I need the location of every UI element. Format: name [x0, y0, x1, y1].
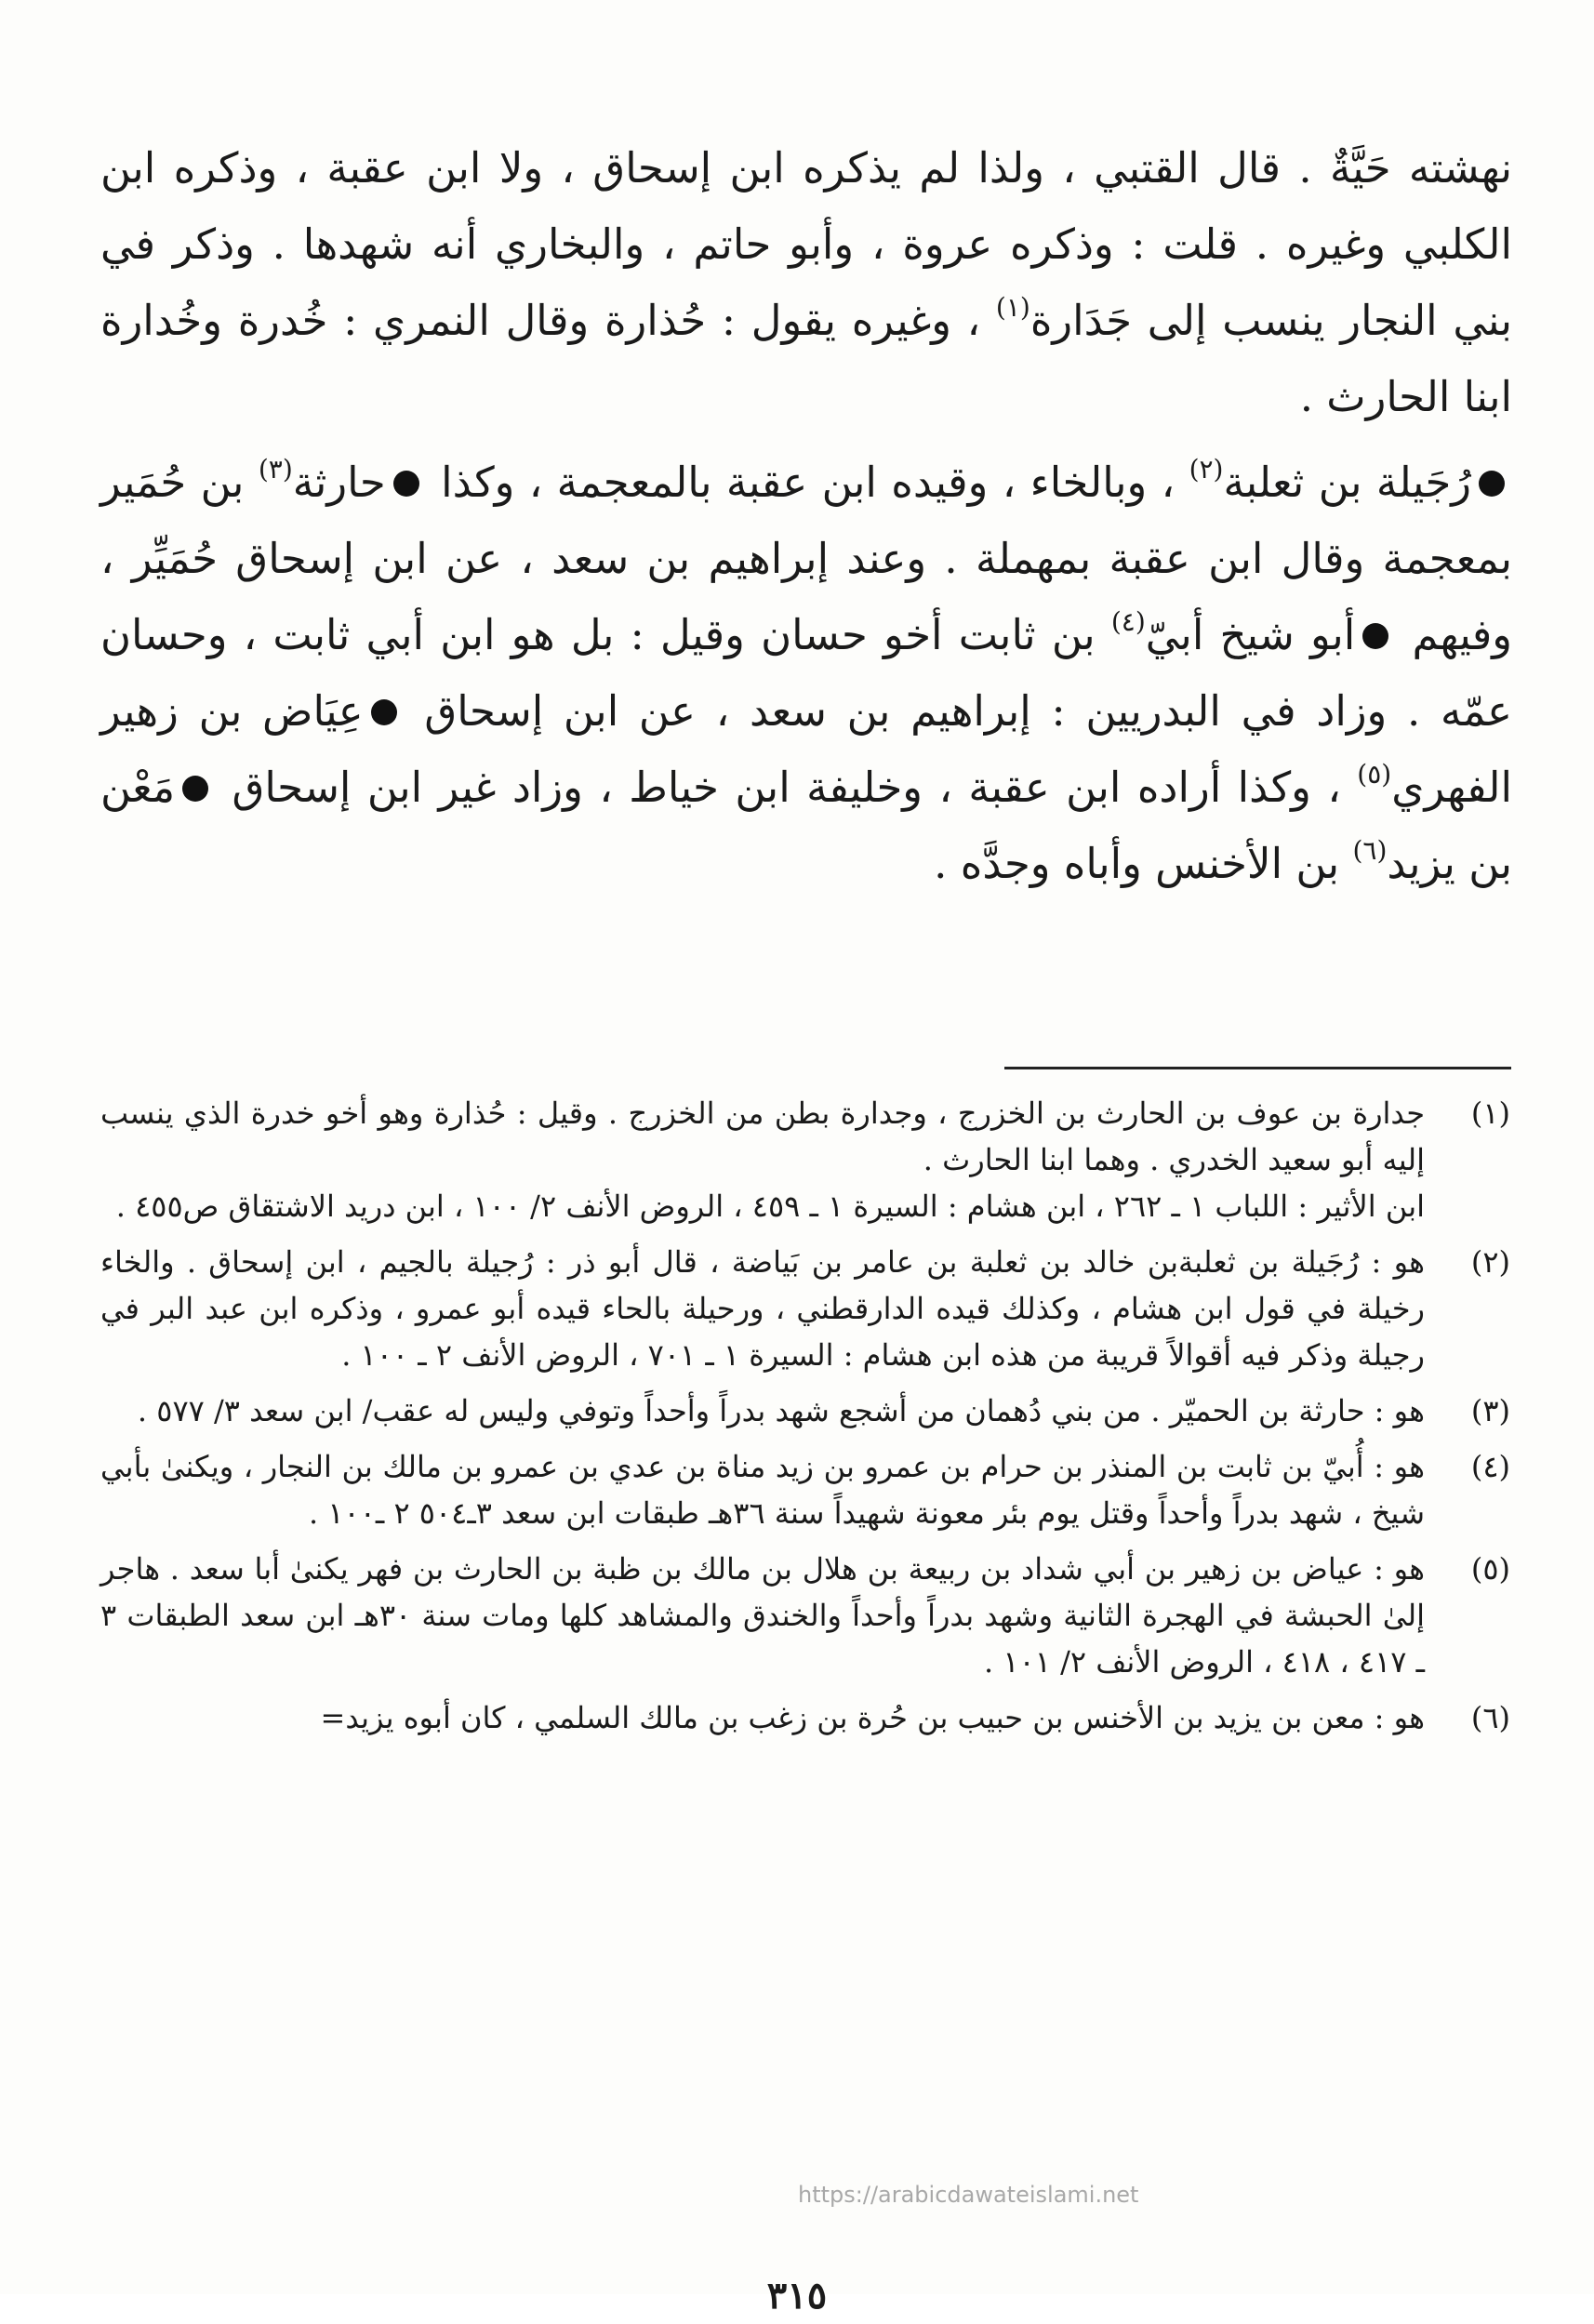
- footnote-text: [100, 1694, 1425, 1741]
- footnote-para: هو : أُبيّ بن ثابت بن المنذر بن حرام بن عمرو بن زيد مناة بن عدي بن عمرو بن مالك بن النجار ، ويكنىٰ بأبي شيخ ، شهد بدراً وأحداً وقتل يوم بئر معونة شهيداً سنة ٣٦هـ طبقات ابن سعد ٣ـ٥٠٤ ٢ ـ١٠٠ .: [100, 1449, 1425, 1531]
- footnote-6: [100, 1694, 1512, 1741]
- bullet-icon: [371, 699, 397, 725]
- footnote-ref[interactable]: (٥): [1357, 759, 1392, 790]
- text-run: ، وكذا أراده ابن عقبة ، وخليفة ابن خياط ، وزاد غير ابن إسحاق: [232, 763, 1341, 812]
- footnote-number: (٤): [1470, 1449, 1510, 1484]
- main-text: [100, 130, 1512, 902]
- footnote-ref[interactable]: (٣): [258, 454, 293, 485]
- footnote-2: [100, 1239, 1512, 1378]
- person-name: حارثة: [292, 458, 386, 507]
- text-line: نهشته حَيَّةٌ . قال القتبي ، ولذا لم يذكره ابن إسحاق ، ولا ابن عقبة ، وذكره: [173, 143, 1512, 193]
- text-run: بن حُمَير بمعجمة وقال ابن عقبة بمهملة . وعند إبراهيم بن سعد ، عن ابن إسحاق حُمَيِّر ، وفيهم: [100, 458, 1513, 659]
- footnote-para: هو : عياض بن زهير بن أبي شداد بن ربيعة بن هلال بن مالك بن ظبة بن الحارث بن فهر يكنىٰ أبا سعد . هاجر إلىٰ الحبشة في الهجرة الثانية وشهد بدراً وأحداً والخندق والمشاهد كلها ومات سنة ٣٠هـ ابن سعد الطبقات ٣ ـ ٤١٧ ، ٤١٨ ، الروض الأنف ٢/ ١٠١ .: [100, 1551, 1426, 1680]
- paragraph-2: [100, 445, 1512, 902]
- footnote-text: [100, 1090, 1425, 1229]
- watermark-url: https://arabicdawateislami.net: [798, 2182, 1139, 2208]
- bullet-icon: [182, 776, 208, 802]
- footnote-ref[interactable]: (١): [995, 292, 1030, 323]
- footnote-number: (١): [1470, 1096, 1510, 1131]
- footnote-para: هو : حارثة بن الحميّر . من بني دُهمان من أشجع شهد بدراً وأحداً وتوفي وليس له عقب/ ابن سعد ٣/ ٥٧٧ .: [137, 1393, 1425, 1428]
- person-name: أبو شيخ أبيّ: [1145, 610, 1356, 659]
- footnote-para: هو : معن بن يزيد بن الأخنس بن حبيب بن حُرة بن زغب بن مالك السلمي ، كان أبوه يزيد=: [320, 1700, 1425, 1735]
- person-name: عِيَاض بن زهير الفهري: [100, 686, 1512, 812]
- footnote-number: (٢): [1470, 1244, 1510, 1280]
- footnote-text: [100, 1239, 1425, 1378]
- footnote-3: [100, 1388, 1512, 1434]
- footnote-ref[interactable]: (٤): [1110, 606, 1146, 637]
- footnote-number: (٣): [1470, 1393, 1510, 1428]
- footnote-ref[interactable]: (٦): [1352, 835, 1388, 866]
- footnotes: [100, 1090, 1512, 1750]
- footnote-divider: [1004, 1067, 1511, 1069]
- footnote-ref[interactable]: (٢): [1189, 454, 1224, 485]
- footnote-para: ابن الأثير : اللباب ١ ـ ٢٦٢ ، ابن هشام : السيرة ١ ـ ٤٥٩ ، الروض الأنف ٢/ ١٠٠ ، ابن دريد الاشتقاق ص٤٥٥ .: [115, 1189, 1425, 1224]
- footnote-para: هو : رُجَيلة بن ثعلبةبن خالد بن ثعلبة بن عامر بن بَياضة ، قال أبو ذر : رُجيلة بالجيم ، ابن إسحاق . والخاء رخيلة في قول ابن هشام ، وكذلك قيده الدارقطني ، ورحيلة بالحاء قيده أبو عمرو ، وذكره ابن عبد البر في رجيلة وذكر فيه أقوالاً قريبة من هذه ابن هشام : السيرة ١ ـ ٧٠١ ، الروض الأنف ٢ ـ ١٠٠ .: [100, 1244, 1425, 1373]
- text-run: بن الأخنس وأباه وجدَّه .: [934, 839, 1340, 888]
- page-number: ٣١٥: [766, 2274, 828, 2317]
- footnote-text: [100, 1443, 1425, 1536]
- text-run: بن ثابت أخو حسان وقيل : بل هو ابن أبي ثابت ، وحسان عمّه . وزاد في البدريين : إبراهيم بن سعد ، عن ابن إسحاق: [100, 610, 1512, 736]
- text-run: ، وبالخاء ، وقيده ابن عقبة بالمعجمة ، وكذا: [441, 458, 1176, 507]
- bullet-icon: [1362, 623, 1388, 649]
- footnote-number: (٥): [1470, 1551, 1510, 1587]
- paragraph-1: [100, 130, 1512, 435]
- text-line: ابن الكلبي وغيره . قلت : وذكره عروة ، وأبو حاتم ، والبخاري أنه شهدها .: [100, 143, 1512, 269]
- text-line: ، وغيره يقول : حُذارة وقال: [505, 296, 981, 345]
- footnote-1: [100, 1090, 1512, 1229]
- footnote-text: [100, 1546, 1425, 1685]
- person-name: مَعْن بن يزيد: [100, 763, 1512, 888]
- person-name: رُجَيلة بن ثعلبة: [1223, 458, 1472, 507]
- footnote-4: [100, 1443, 1512, 1536]
- bullet-icon: [393, 471, 419, 497]
- footnote-text: [100, 1388, 1425, 1434]
- footnote-5: [100, 1546, 1512, 1685]
- text-line: وذكر في بني النجار ينسب إلى جَدَارة: [100, 219, 1512, 345]
- footnote-para: جدارة بن عوف بن الحارث بن الخزرج ، وجدارة بطن من الخزرج . وقيل : حُذارة وهو أخو خدرة الذي ينسب إليه أبو سعيد الخدري . وهما ابنا الحارث .: [100, 1096, 1426, 1177]
- bullet-icon: [1479, 471, 1505, 497]
- text-line: النمري : خُدرة وخُدارة ابنا الحارث .: [100, 296, 1512, 421]
- footnote-number: (٦): [1470, 1700, 1510, 1735]
